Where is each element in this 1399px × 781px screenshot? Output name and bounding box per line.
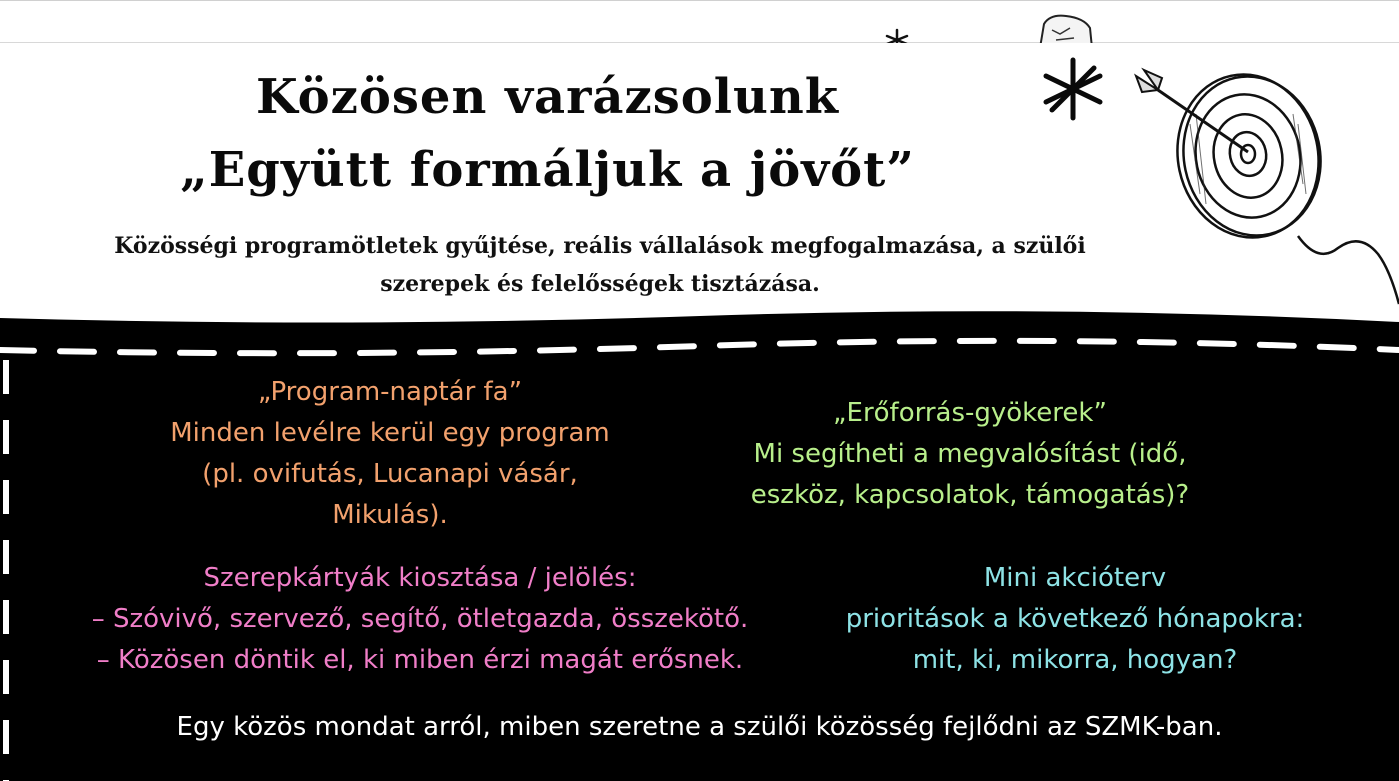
role-cards-block (40, 558, 800, 681)
page-title-line1: Közösen varázsolunk (255, 69, 840, 125)
program-tree-line: (pl. ovifutás, Lucanapi vásár, (202, 459, 578, 489)
role-cards-heading: Szerepkártyák kiosztása / jelölés: (203, 563, 637, 593)
resource-roots-heading: „Erőforrás-gyökerek” (833, 398, 1107, 428)
footer-sentence: Egy közös mondat arról, miben szeretne a szülői közösség fejlődni az SZMK-ban. (176, 712, 1223, 742)
subtitle-line2: szerepek és felelősségek tisztázása. (380, 271, 820, 297)
resource-roots-line: eszköz, kapcsolatok, támogatás)? (750, 480, 1190, 510)
top-border (0, 0, 1399, 1)
program-tree-line: Minden levélre kerül egy program (170, 418, 610, 448)
action-plan-block (820, 558, 1330, 681)
subtitle-line1: Közösségi programötletek gyűjtése, reális vállalások megfogalmazása, a szülői (114, 233, 1086, 259)
page-title-line2: „Együtt formáljuk a jövőt” (180, 142, 915, 198)
resource-roots-block (720, 393, 1220, 516)
top-strip (0, 0, 1399, 43)
program-tree-heading: „Program-naptár fa” (257, 377, 523, 407)
asterisk-icon (1038, 54, 1108, 124)
program-tree-block (150, 372, 630, 536)
action-plan-heading: Mini akcióterv (983, 563, 1167, 593)
role-cards-line: – Szóvivő, szervező, segítő, ötletgazda, összekötő. (91, 604, 749, 634)
target-dart-icon (1128, 64, 1399, 314)
action-plan-line: mit, ki, mikorra, hogyan? (912, 645, 1238, 675)
action-plan-line: prioritások a következő hónapokra: (845, 604, 1305, 634)
resource-roots-line: Mi segítheti a megvalósítást (idő, (753, 439, 1187, 469)
role-cards-line: – Közösen döntik el, ki miben érzi magát erősnek. (96, 645, 744, 675)
program-tree-line: Mikulás). (332, 500, 448, 530)
page-subtitle (40, 227, 1160, 303)
